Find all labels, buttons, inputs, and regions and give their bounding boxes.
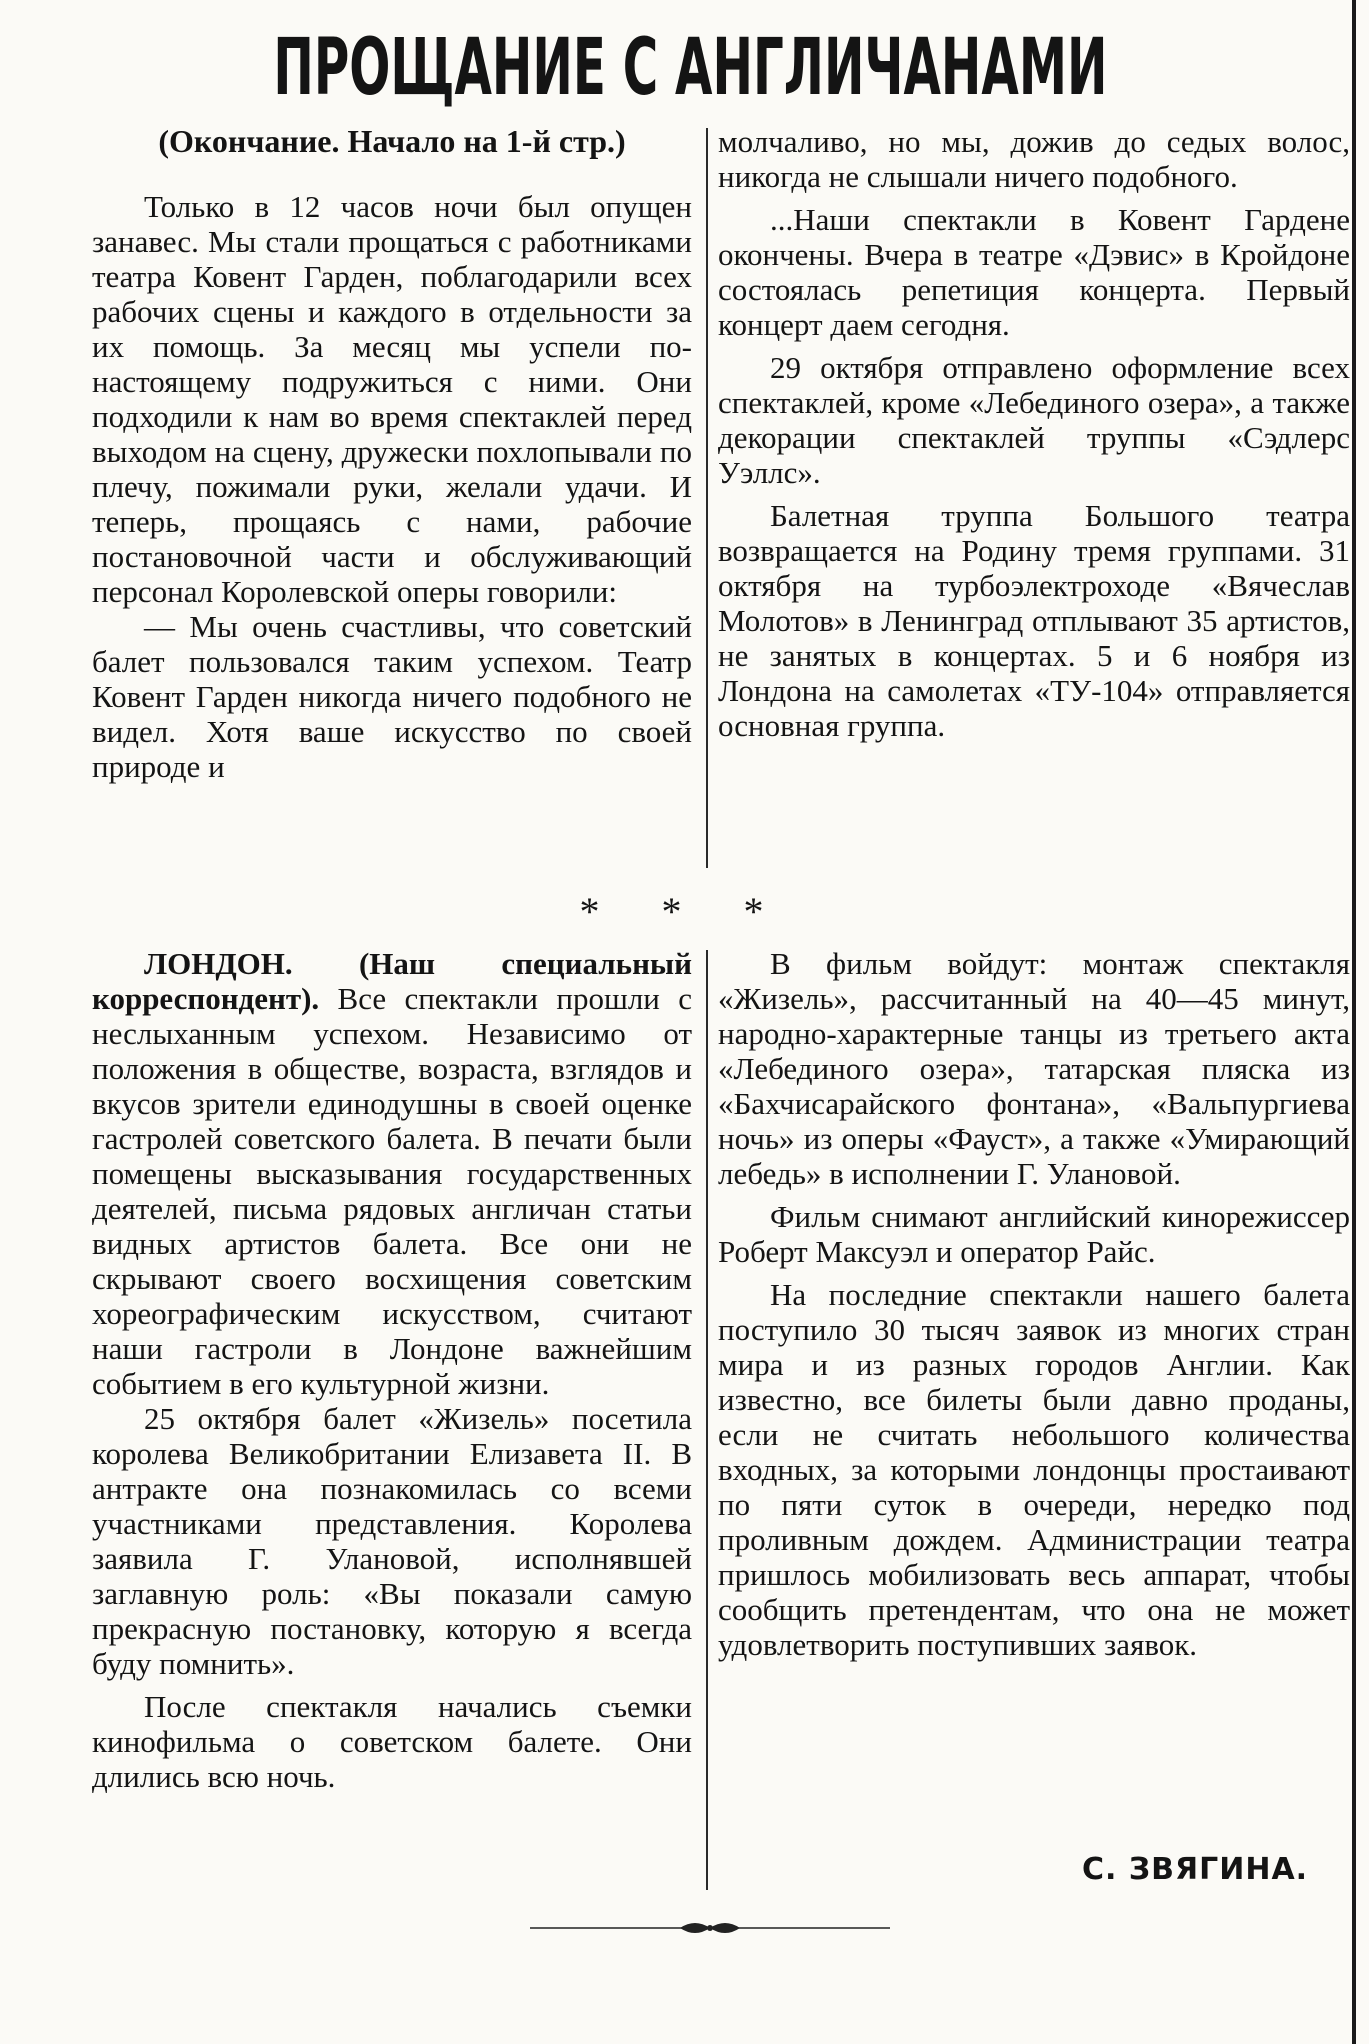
paragraph: молчаливо, но мы, дожив до седых волос, никогда не слышали ничего подобного.: [718, 124, 1350, 194]
paragraph: — Мы очень счастливы, что советский балет пользовался таким успехом. Театр Ковент Гарден никогда ничего подобного не видел. Хотя ваше искусство по своей природе и: [92, 609, 692, 784]
column-top-right: [718, 124, 1350, 743]
paragraph: 29 октября отправлено оформление всех спектаклей, кроме «Лебединого озера», а также декорации спектаклей труппы «Сэдлерс Уэллс».: [718, 350, 1350, 490]
headline: ПРОЩАНИЕ С АНГЛИЧАНАМИ: [273, 23, 1108, 113]
paragraph: После спектакля начались съемки кинофильма о советском балете. Они длились всю ночь.: [92, 1689, 692, 1794]
continuation-note: (Окончание. Начало на 1-й стр.): [158, 123, 626, 159]
paragraph-text: Все спектакли прошли с неслыханным успехом. Независимо от положения в обществе, возраста, взглядов и вкусов зрители единодушны в своей оценке гастролей советского балета. В печати были помещены высказывания государственных деятелей, письма рядовых англичан статьи видных артистов балета. Все они не скрывают своего восхищения советским хореографическим искусством, считают наши гастроли в Лондоне важнейшим событием в его культурной жизни.: [92, 981, 692, 1401]
author-signature: С. ЗВЯГИНА.: [1082, 1852, 1309, 1887]
end-ornament: [530, 1916, 890, 1940]
column-top-left: [92, 124, 692, 784]
column-divider: [706, 128, 708, 868]
paragraph: Балетная труппа Большого театра возвращается на Родину тремя группами. 31 октября на турбоэлектроходе «Вячеслав Молотов» в Ленинград отплывают 35 артистов, не занятых в концертах. 5 и 6 ноября из Лондона на самолетах «ТУ-104» отправляется основная группа.: [718, 498, 1350, 743]
column-bottom-left: [92, 946, 692, 1794]
paragraph: Фильм снимают английский кинорежиссер Роберт Максуэл и оператор Райс.: [718, 1199, 1350, 1269]
paragraph: В фильм войдут: монтаж спектакля «Жизель», рассчитанный на 40—45 минут, народно-характерные танцы из третьего акта «Лебединого озера», татарская пляска из «Бахчисарайского фонтана», «Вальпургиева ночь» из оперы «Фауст», а также «Умирающий лебедь» в исполнении Г. Улановой.: [718, 946, 1350, 1191]
paragraph: На последние спектакли нашего балета поступило 30 тысяч заявок из многих стран мира и из разных городов Англии. Как известно, все билеты были давно проданы, если не считать небольшого количества входных, за которыми лондонцы простаивают по пяти суток в очереди, нередко под проливным дождем. Администрации театра пришлось мобилизовать весь аппарат, чтобы сообщить претендентам, что она не может удовлетворить поступивших заявок.: [718, 1277, 1350, 1662]
dateline: ЛОНДОН. (Наш специальный корреспондент).: [92, 946, 692, 1016]
paragraph: ...Наши спектакли в Ковент Гардене окончены. Вчера в театре «Дэвис» в Кройдоне состоялась репетиция концерта. Первый концерт даем сегодня.: [718, 202, 1350, 342]
column-bottom-right: [718, 946, 1350, 1662]
paragraph: 25 октября балет «Жизель» посетила королева Великобритании Елизавета II. В антракте она познакомилась со всеми участниками представления. Королева заявила Г. Улановой, исполнявшей заглавную роль: «Вы показали самую прекрасную постановку, которую я всегда буду помнить».: [92, 1401, 692, 1681]
paragraph: Только в 12 часов ночи был опущен занавес. Мы стали прощаться с работниками театра Ковент Гарден, поблагодарили всех рабочих сцены и каждого в отдельности за их помощь. За месяц мы успели по-настоящему подружиться с ними. Они подходили к нам во время спектаклей перед выходом на сцену, дружески похлопывали по плечу, пожимали руки, желали удачи. И теперь, прощаясь с нами, рабочие постановочной части и обслуживающий персонал Королевской оперы говорили:: [92, 189, 692, 609]
paragraph: [92, 946, 692, 1401]
page-edge: [1352, 0, 1356, 2044]
section-divider-stars: * * *: [579, 889, 790, 934]
column-divider: [706, 950, 708, 1890]
